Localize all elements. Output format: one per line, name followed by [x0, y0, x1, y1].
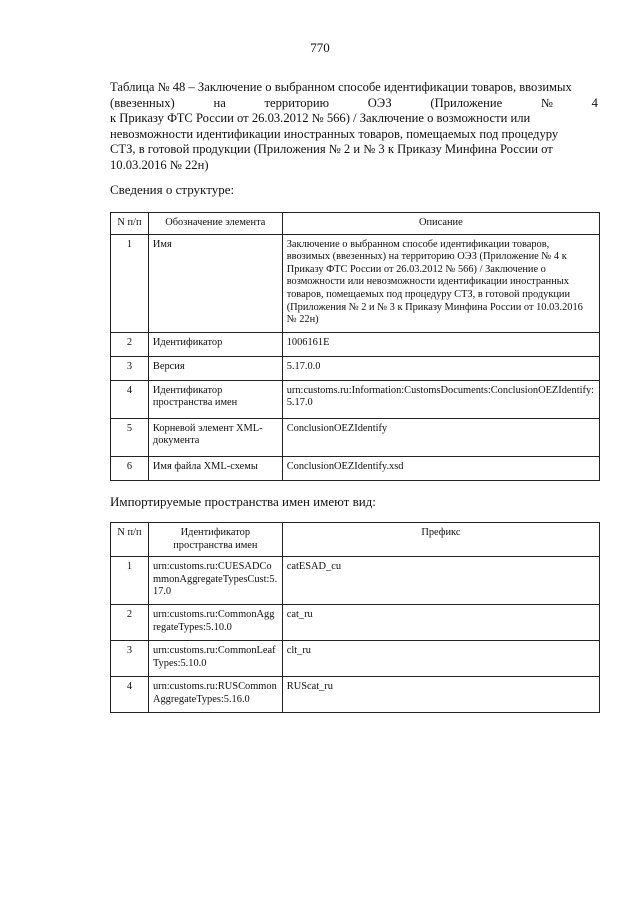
table-row — [111, 605, 600, 641]
header-description: Описание — [282, 213, 599, 235]
table-row — [111, 418, 600, 456]
namespaces-heading: Импортируемые пространства имен имеют вид: — [110, 494, 376, 509]
caption-line-justified — [110, 96, 598, 112]
table-row — [111, 332, 600, 356]
structure-table — [110, 212, 600, 481]
caption-word: 4 — [591, 95, 598, 110]
page-number: 770 — [310, 40, 330, 55]
caption-line: 10.03.2016 № 22н) — [110, 157, 209, 172]
row-prefix: cat_ru — [282, 605, 599, 641]
row-identifier: urn:customs.ru:RUSCommonAggregateTypes:5.16.0 — [148, 677, 282, 713]
caption-line: Таблица № 48 – Заключение о выбранном способе идентификации товаров, ввозимых — [110, 80, 572, 94]
caption-word: ОЭЗ — [367, 95, 392, 110]
row-num: 3 — [111, 356, 149, 380]
row-num: 3 — [111, 641, 149, 677]
row-description: 5.17.0.0 — [282, 356, 599, 380]
table-header-row — [111, 523, 600, 557]
row-prefix: RUScat_ru — [282, 677, 599, 713]
row-element: Имя — [148, 234, 282, 332]
namespaces-table — [110, 522, 600, 713]
caption-word: № — [540, 95, 553, 110]
caption-word: (ввезенных) — [110, 95, 175, 110]
row-description: ConclusionOEZIdentify — [282, 418, 599, 456]
caption-word: территорию — [264, 95, 330, 110]
row-num: 6 — [111, 456, 149, 480]
row-element: Версия — [148, 356, 282, 380]
table-row — [111, 557, 600, 605]
table-row — [111, 641, 600, 677]
row-element: Идентификатор пространства имен — [148, 380, 282, 418]
header-num: N п/п — [111, 213, 149, 235]
row-description: urn:customs.ru:Information:CustomsDocuments:ConclusionOEZIdentify:5.17.0 — [282, 380, 599, 418]
row-num: 5 — [111, 418, 149, 456]
row-element: Корневой элемент XML-документа — [148, 418, 282, 456]
table-row — [111, 677, 600, 713]
caption-line: СТЗ, в готовой продукции (Приложения № 2 и № 3 к Приказу Минфина России от — [110, 142, 553, 157]
row-element: Идентификатор — [148, 332, 282, 356]
header-identifier: Идентификатор пространства имен — [148, 523, 282, 557]
row-num: 4 — [111, 380, 149, 418]
row-description: Заключение о выбранном способе идентификации товаров, ввозимых (ввезенных) на территорию ОЭЗ (Приложение № 4 к Приказу ФТС России от 26.03.2012 № 566) / Заключение о возможности или невозможности идентификации иностранных товаров, помещаемых под процедуру СТЗ, в готовой продукции (Приложения № 2 и № 3 к Приказу Минфина России от 10.03.2016 № 22н) — [282, 234, 599, 332]
row-num: 1 — [111, 557, 149, 605]
row-num: 1 — [111, 234, 149, 332]
table-row — [111, 234, 600, 332]
row-num: 2 — [111, 605, 149, 641]
row-description: ConclusionOEZIdentify.xsd — [282, 456, 599, 480]
row-description: 1006161E — [282, 332, 599, 356]
structure-heading: Сведения о структуре: — [110, 182, 235, 197]
row-identifier: urn:customs.ru:CUESADCommonAggregateTypesCust:5.17.0 — [148, 557, 282, 605]
caption-line: невозможности идентификации иностранных товаров, помещаемых под процедуру — [110, 126, 559, 141]
table-row — [111, 456, 600, 480]
table-header-row — [111, 213, 600, 235]
row-prefix: catESAD_cu — [282, 557, 599, 605]
header-num: N п/п — [111, 523, 149, 557]
caption-word: на — [213, 95, 226, 110]
header-element: Обозначение элемента — [148, 213, 282, 235]
header-prefix: Префикс — [282, 523, 599, 557]
row-num: 4 — [111, 677, 149, 713]
row-num: 2 — [111, 332, 149, 356]
row-prefix: clt_ru — [282, 641, 599, 677]
caption-line: к Приказу ФТС России от 26.03.2012 № 566) / Заключение о возможности или — [110, 111, 531, 126]
row-identifier: urn:customs.ru:CommonLeafTypes:5.10.0 — [148, 641, 282, 677]
table-row — [111, 356, 600, 380]
caption-word: (Приложение — [430, 95, 503, 110]
table-caption — [110, 80, 598, 174]
row-element: Имя файла XML-схемы — [148, 456, 282, 480]
row-identifier: urn:customs.ru:CommonAggregateTypes:5.10.0 — [148, 605, 282, 641]
table-row — [111, 380, 600, 418]
